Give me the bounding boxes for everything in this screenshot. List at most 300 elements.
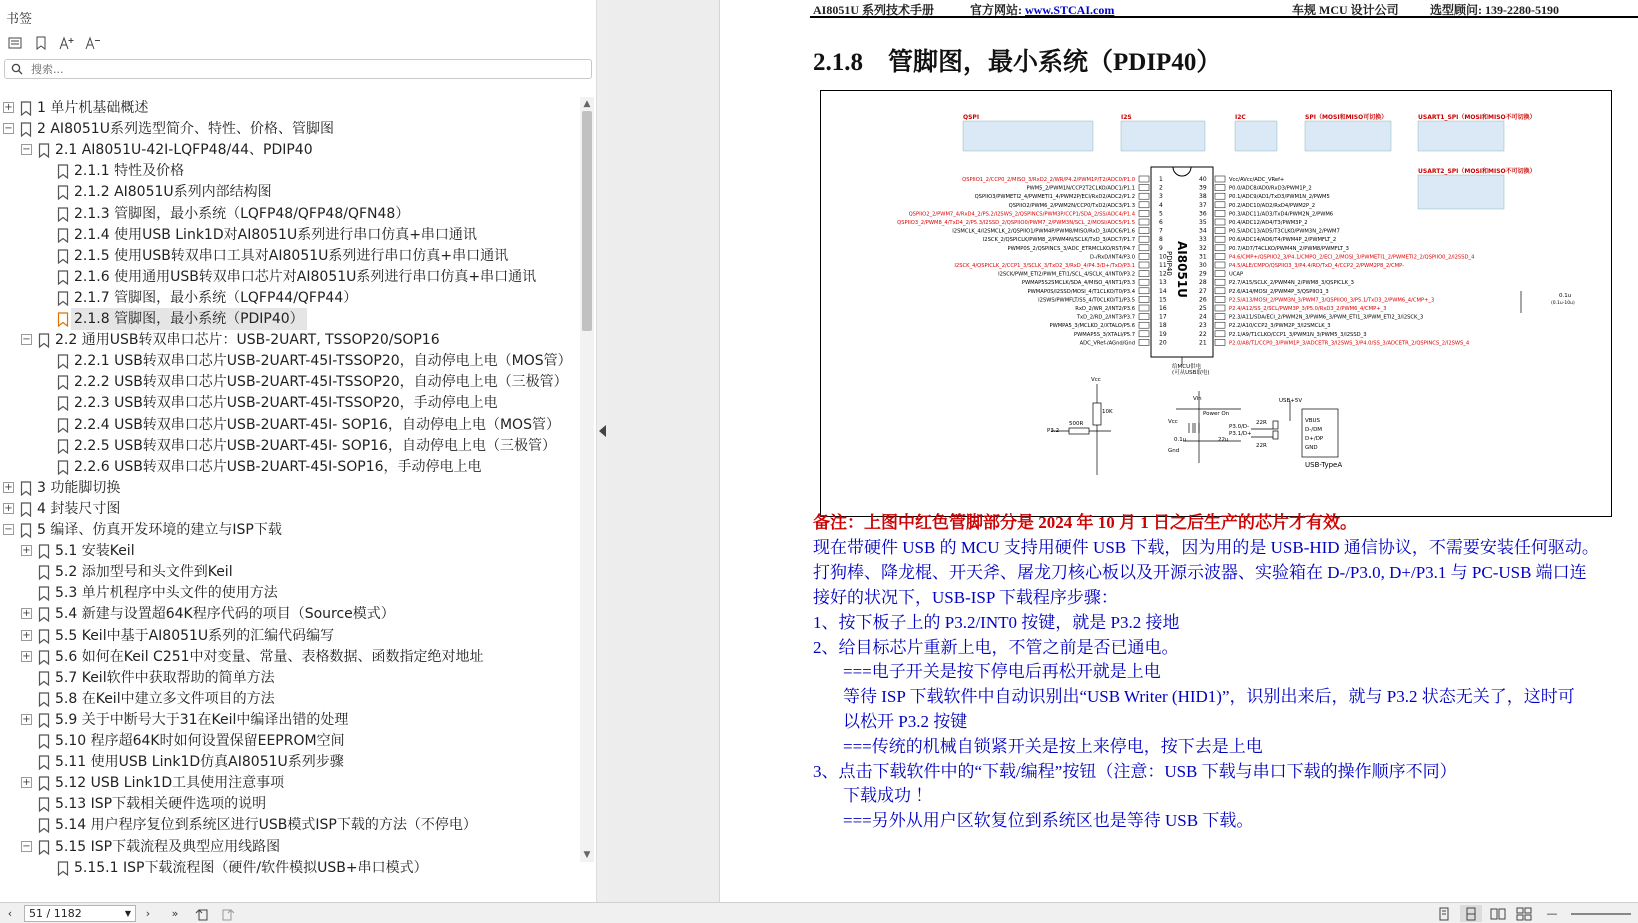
bookmark-label: 2.2.6 USB转双串口芯片USB-2UART-45I-SOP16，手动停电上电 <box>74 458 482 475</box>
bookmark-icon <box>57 460 69 475</box>
chip-name: AI8051U <box>1175 241 1189 298</box>
bookmark-item[interactable] <box>0 498 600 520</box>
pin-pad <box>1215 202 1225 208</box>
usb-pin-gnd: GND <box>1305 445 1318 451</box>
bookmark-icon <box>20 122 32 137</box>
right-pin-label: P0.1/ADC9/AD1/TxD3/PWM1N_2/PWM5 <box>1229 194 1330 201</box>
expand-icon[interactable]: + <box>4 481 13 493</box>
right-pin-label: P2.7/A15/SCLK_2/PWM4N_2/PWM8_3/QSPICLK_3 <box>1229 280 1354 287</box>
bookmark-item[interactable] <box>0 688 600 710</box>
text-step-2-note-a: ===电子开关是按下停电后再松开就是上电 <box>843 662 1161 681</box>
header-site-label <box>970 1 1114 18</box>
font-larger-icon[interactable] <box>58 34 76 52</box>
pin-pad <box>1139 245 1149 251</box>
header-site-link[interactable]: www.STCAI.com <box>1025 3 1115 17</box>
pin-pad <box>1139 202 1149 208</box>
page-header <box>810 0 1638 18</box>
collapse-panel-icon[interactable] <box>599 425 606 437</box>
collapse-icon[interactable]: − <box>22 144 31 156</box>
pin-number: 36 <box>1199 210 1207 218</box>
pin-pad <box>1215 245 1225 251</box>
pin-number: 20 <box>1159 339 1167 347</box>
right-pin-label: P2.6/A14/MOSI_2/PWM4P_3/QSPIIO1_3 <box>1229 288 1329 295</box>
document-page <box>721 0 1638 902</box>
left-pin-label: PWMAP0S/I2SSD/MOSI_4/T1CLKO/T0/P3.4 <box>1027 288 1135 295</box>
bookmark-label: 2.1.3 管脚图，最小系统（LQFP48/QFP48/QFN48） <box>74 205 410 222</box>
bookmark-item[interactable] <box>0 392 600 414</box>
label-power-on: Power On <box>1203 411 1230 417</box>
right-pin-label: P0.6/ADC14/AD6/T4/PWM4P_2/PWMFLT_2 <box>1229 237 1337 244</box>
pin-pad <box>1215 176 1225 182</box>
bookmark-item[interactable] <box>0 519 600 541</box>
pin-number: 30 <box>1199 262 1207 269</box>
pin-pad <box>1139 296 1149 302</box>
bookmark-label: 5.3 单片机程序中头文件的使用方法 <box>55 585 278 602</box>
bookmark-item[interactable] <box>0 245 600 267</box>
collapse-icon[interactable]: − <box>4 524 13 535</box>
pin-number: 11 <box>1159 262 1167 269</box>
pin-number: 22 <box>1199 330 1207 338</box>
bookmark-label: 2.1.1 特性及价格 <box>74 163 185 180</box>
right-pin-label: P0.0/ADC8/AD0/RxD3/PWM1P_2 <box>1229 185 1312 192</box>
bookmark-label: 2.1.5 使用USB转双串口工具对AI8051U系列进行串口仿真+串口通讯 <box>74 247 509 264</box>
bookmark-item[interactable] <box>0 793 600 815</box>
bookmark-item[interactable] <box>0 414 600 436</box>
two-page-view-icon[interactable] <box>1488 905 1508 922</box>
bookmark-icon <box>38 143 50 158</box>
right-pin-label: P2.2/A10/CCP2_3/PWM2P_3/I2SMCLK_3 <box>1229 323 1331 330</box>
pin-number: 17 <box>1159 313 1167 321</box>
mcu-power-note: 给MCU供电 <box>1172 364 1202 370</box>
pin-number: 27 <box>1199 287 1207 295</box>
pin-number: 32 <box>1199 244 1207 252</box>
bookmark-label: 5.12 USB Link1D工具使用注意事项 <box>55 775 285 792</box>
pin-number: 7 <box>1159 227 1163 235</box>
text-line-3: 接好的状况下，USB-ISP 下载程序步骤： <box>813 588 1118 607</box>
table-title-i2c: I2C <box>1235 114 1246 121</box>
expand-icon[interactable]: + <box>4 102 13 113</box>
bookmark-icon <box>38 797 50 812</box>
text-line-2: 打狗棒、降龙棍、开天斧、屠龙刀核心板以及开源示波器、实验箱在 D-/P3.0, D+/P3.1 与 PC-USB 端口连 <box>813 563 1587 582</box>
table-i2s <box>1121 121 1205 151</box>
right-pin-label: P2.5/A13/MOSI_2/PWM3N_3/PWM7_3/QSPIIO0_3/P5.1/TxD3_2/PWM6_4/CMP+_3 <box>1229 297 1435 304</box>
zoom-slider-track[interactable] <box>1571 913 1631 915</box>
bookmark-item[interactable] <box>0 709 600 731</box>
text-step-3-result: 下载成功 ！ <box>843 786 933 805</box>
note-red-pins: 备注：上图中红色管脚部分是 2024 年 10 月 1 日之后生产的芯片才有效。 <box>813 513 1357 532</box>
pin-number: 5 <box>1159 210 1163 218</box>
bookmark-label: 5.8 在Keil中建立多文件项目的方法 <box>55 690 275 707</box>
text-line-1: 现在带硬件 USB 的 MCU 支持用硬件 USB 下载，因为用的是 USB-HID 通信协议，不需要安装任何驱动。 <box>813 538 1599 557</box>
bookmark-icon <box>57 418 69 433</box>
pin-number: 1 <box>1159 176 1163 183</box>
pinout-diagram-svg <box>821 91 1613 518</box>
pin-number: 19 <box>1159 330 1167 338</box>
bookmark-label: 5.1 安装Keil <box>55 543 135 560</box>
pin-pad <box>1215 331 1225 337</box>
left-pin-label: ADC_VRef-/AGnd/Gnd <box>1079 340 1135 347</box>
usb-power-note: (可从USB取电) <box>1172 370 1210 376</box>
pin-number: 12 <box>1159 270 1167 278</box>
expand-icon[interactable]: + <box>22 713 31 725</box>
label-cap-right-range: (0.1u-10u) <box>1551 301 1575 306</box>
panel-splitter[interactable] <box>596 0 608 902</box>
right-pin-label: P2.0/A8/T1/CCP0_3/PWM1P_3/ADCETR_3/I2SWS_3/P4.0/SS_3/ADCETR_2/QSPINCS_2/I2SWS_4 <box>1229 340 1470 347</box>
label-usb-type: USB-TypeA <box>1305 461 1343 469</box>
bookmark-label: 5.9 关于中断号大于31在Keil中编译出错的处理 <box>55 711 349 728</box>
search-icon <box>11 60 23 79</box>
pin-number: 16 <box>1159 305 1167 312</box>
add-bookmark-icon[interactable] <box>32 34 50 52</box>
left-pin-label: I2SCK/PWM_ETI2/PWM_ETI1/SCL_4/SCLK_4/INT0/P3.2 <box>998 271 1135 278</box>
label-usb5v: USB+5V <box>1279 398 1303 404</box>
header-site-text: 官方网站: <box>970 3 1022 17</box>
pin-pad <box>1215 193 1225 199</box>
bookmark-label: 5.13 ISP下载相关硬件选项的说明 <box>55 796 267 813</box>
bookmark-icon <box>38 650 50 665</box>
bookmark-label: 2.1.6 使用通用USB转双串口芯片对AI8051U系列进行串口仿真+串口通讯 <box>74 268 537 285</box>
expand-icon[interactable]: + <box>4 502 13 514</box>
collapse-icon[interactable]: − <box>22 334 31 346</box>
label-cap-0.1u: 0.1u <box>1174 437 1187 443</box>
expand-icon[interactable]: + <box>22 629 31 641</box>
pin-number: 25 <box>1199 305 1207 312</box>
table-spi <box>1305 121 1391 151</box>
text-step-2-note-b: 等待 ISP 下载软件中自动识别出“USB Writer (HID1)”，识别出来后，就与 P3.2 状态无关了，这时可 <box>843 687 1575 706</box>
section-title: 2.1.8 管脚图，最小系统（PDIP40） <box>813 49 1222 76</box>
left-pin-label: QSPIIO3_2/PWM8_4/TxD4_2/P5.3/I2SSD_2/QSPIIO0/PWM7_2/PWM3N/SCL_2/MOSI/ADC5/P1.5 <box>897 220 1135 226</box>
bookmark-label: 2.2.5 USB转双串口芯片USB-2UART-45I- SOP16，自动停电上电（三极管） <box>74 437 556 454</box>
right-pin-label: P0.5/ADC13/AD5/T3CLKO/PWM3N_2/PWM7 <box>1229 228 1340 235</box>
bookmark-icon <box>57 207 69 222</box>
back-view-icon[interactable] <box>192 905 212 922</box>
search-placeholder: 搜索... <box>31 63 64 76</box>
pin-pad <box>1215 339 1225 345</box>
right-pin-label: P0.2/ADC10/AD2/RxD4/PWM2P_2 <box>1229 202 1316 209</box>
expand-icon[interactable]: + <box>22 777 31 789</box>
bookmark-icon <box>38 713 50 728</box>
bookmark-icon <box>57 312 69 327</box>
bookmark-item[interactable] <box>0 287 600 309</box>
bookmark-label: 5.5 Keil中基于AI8051U系列的汇编代码编写 <box>55 627 335 644</box>
left-pin-label: I2SCK_4/QSPICLK_2/CCP1_3/SCLK_3/TxD2_3/RxD_4/P4.3/D+/TxD/P3.1 <box>954 263 1135 269</box>
bookmark-label: 2.2 通用USB转双串口芯片：USB-2UART, TSSOP20/SOP16 <box>55 332 440 349</box>
pin-pad <box>1215 296 1225 302</box>
right-pin-label: P0.4/ADC12/AD4/T3/PWM3P_2 <box>1229 220 1308 226</box>
left-pin-label: PWM5_2/PWM1N/CCP2T2CLKO/ADC1/P1.1 <box>1026 185 1135 192</box>
bookmark-label: 5 编译、仿真开发环境的建立与ISP下载 <box>37 522 282 538</box>
bookmark-item[interactable] <box>0 772 600 794</box>
bookmark-icon <box>57 291 69 306</box>
label-p31: P3.1/D+ <box>1229 431 1252 437</box>
pin-pad <box>1139 176 1149 182</box>
pin-pad <box>1139 271 1149 277</box>
text-step-2: 2、给目标芯片重新上电，不管之前是否已通电。 <box>813 638 1179 657</box>
bookmark-item[interactable] <box>0 224 600 246</box>
usb-pin-dp: D+/DP <box>1305 436 1324 442</box>
pin-number: 4 <box>1159 201 1163 209</box>
left-pin-label: QSPIIO2_2/PWM7_4/RxD4_2/PS.2/I2SWS_2/QSPINCS/PWM3P/CCP1/SDA_2/SS/ADC4/P1.4 <box>908 211 1135 218</box>
next-page-icon[interactable]: › <box>145 907 151 920</box>
table-usart2 <box>1418 175 1504 209</box>
bookmark-label: 2.1 AI8051U-42I-LQFP48/44、PDIP40 <box>55 142 313 159</box>
bookmark-item[interactable] <box>0 329 600 351</box>
left-pin-label: D-/RxD/INT4/P3.0 <box>1089 254 1135 261</box>
label-500r: 500R <box>1069 421 1084 427</box>
pin-pad <box>1139 210 1149 216</box>
bookmark-tree <box>0 97 600 897</box>
text-step-3-note: ===另外从用户区软复位到系统区也是等待 USB 下载。 <box>843 811 1254 830</box>
bookmark-icon <box>38 333 50 348</box>
pin-pad <box>1139 305 1149 311</box>
zoom-slider[interactable] <box>1566 905 1636 922</box>
bookmark-icon <box>38 840 50 855</box>
pin-pad <box>1215 288 1225 294</box>
bookmark-item[interactable] <box>0 456 600 478</box>
pin-number: 38 <box>1199 193 1207 201</box>
table-title-spi: SPI（MOSI和MISO可切换） <box>1305 114 1388 121</box>
pin-number: 6 <box>1159 219 1163 226</box>
right-pin-label: P0.3/ADC11/AD3/TxD4/PWM2N_2/PWM6 <box>1229 211 1334 218</box>
collapse-icon[interactable]: − <box>22 840 31 852</box>
bookmark-item[interactable] <box>0 836 600 858</box>
bookmark-icon <box>20 502 32 517</box>
bookmark-item[interactable] <box>0 646 600 668</box>
two-page-continuous-icon[interactable] <box>1514 905 1534 922</box>
pin-number: 13 <box>1159 279 1167 287</box>
bookmark-icon <box>38 734 50 749</box>
bookmark-item[interactable] <box>0 308 600 330</box>
scroll-down-icon[interactable]: ▼ <box>583 850 591 860</box>
left-pin-label: QSPIIO3/PWMETI2_4/PWMETI1_4/PWM2P/ECI/RxD2/ADC2/P1.2 <box>974 194 1135 201</box>
bookmark-icon <box>20 523 32 538</box>
last-page-icon[interactable]: » <box>171 907 179 920</box>
left-pin-label: QSPIIO1_2/CCP0_2/MISO_3/RxD2_2/WR/P4.2/PWM1P/T2/ADC0/P1.0 <box>962 177 1135 183</box>
table-qspi <box>963 121 1093 151</box>
right-pin-label: P2.3/A11/SDA/ECI_2/PWM2N_3/PWM6_3/PWM_ETI1_3/PWM_ETI2_3/I2SCK_3 <box>1229 314 1424 321</box>
pin-pad <box>1215 210 1225 216</box>
bookmark-item[interactable] <box>0 118 600 140</box>
pin-number: 8 <box>1159 236 1163 244</box>
bookmark-item[interactable] <box>0 350 600 372</box>
left-pin-label: PWMP0S_2/QSPINCS_3/ADC_ETRMCLKO/RST/P4.7 <box>1007 245 1135 252</box>
bookmark-icon <box>38 565 50 580</box>
expand-all-icon[interactable] <box>6 34 24 52</box>
bookmark-item[interactable] <box>0 477 600 499</box>
forward-view-icon[interactable] <box>218 905 238 922</box>
bookmark-item[interactable] <box>0 160 600 182</box>
pin-pad <box>1139 331 1149 337</box>
pin-number: 18 <box>1159 322 1167 330</box>
left-pin-label: PWMAP5S_3/XTALI/P5.7 <box>1074 331 1135 338</box>
usb-pin-vbus: VBUS <box>1305 418 1321 424</box>
bookmark-icon <box>38 818 50 833</box>
text-step-2-note-c: 以松开 P3.2 按键 <box>843 712 968 731</box>
pin-pad <box>1139 339 1149 345</box>
page-indicator: 51 / 1182 <box>29 907 82 920</box>
pin-pad <box>1215 236 1225 242</box>
bookmark-label: 1 单片机基础概述 <box>37 100 149 116</box>
bookmark-item[interactable] <box>0 751 600 773</box>
bookmark-icon <box>57 375 69 390</box>
pin-number: 28 <box>1199 279 1207 287</box>
pin-pad <box>1215 253 1225 259</box>
pin-number: 29 <box>1199 270 1207 278</box>
bookmark-item[interactable] <box>0 814 600 836</box>
text-step-3: 3、点击下载软件中的“下载/编程”按钮（注意：USB 下载与串口下载的操作顺序不同） <box>813 762 1457 781</box>
page-number-input[interactable] <box>24 905 136 922</box>
bookmark-label: 2.1.8 管脚图，最小系统（PDIP40） <box>71 308 307 330</box>
zoom-out-icon[interactable]: — <box>1546 907 1558 920</box>
bookmark-label: 5.7 Keil软件中获取帮助的简单方法 <box>55 669 275 686</box>
bookmark-item[interactable] <box>0 582 600 604</box>
pin-pad <box>1215 219 1225 225</box>
pin-number: 40 <box>1199 176 1207 183</box>
pin-number: 21 <box>1199 339 1207 347</box>
bookmark-label: 2.2.4 USB转双串口芯片USB-2UART-45I- SOP16，自动停电上电（MOS管） <box>74 416 560 433</box>
bookmark-item[interactable] <box>0 603 600 625</box>
bookmark-label: 5.2 添加型号和头文件到Keil <box>55 564 233 581</box>
header-contact: 选型顾问: 139-2280-5190 <box>1430 3 1559 17</box>
right-pin-label: P0.7/AD7/T4CLKO/PWM4N_2/PWM8/PWMFLT_3 <box>1229 245 1349 252</box>
label-p30: P3.0/D- <box>1229 424 1250 430</box>
left-pin-label: PWMPA5_3/MCLKO_2/XTALO/P5.6 <box>1049 323 1135 330</box>
usb-pin-dm: D-/DM <box>1305 427 1323 433</box>
bookmark-label: 4 封装尺寸图 <box>37 500 121 517</box>
right-pin-label: P2.1/A9/T1CLKO/CCP1_3/PWM1N_3/PWM5_3/I2SSD_3 <box>1229 331 1367 338</box>
text-step-1: 1、按下板子上的 P3.2/INT0 按键，就是 P3.2 接地 <box>813 613 1180 632</box>
bookmark-item[interactable] <box>0 97 600 119</box>
pin-pad <box>1215 185 1225 191</box>
bookmark-item[interactable] <box>0 203 600 225</box>
bookmark-icon <box>20 481 32 496</box>
pin-pad <box>1215 228 1225 234</box>
pin-pad <box>1139 253 1149 259</box>
panel-title: 书签 <box>6 12 33 27</box>
bookmark-item[interactable] <box>0 625 600 647</box>
pin-pad <box>1139 193 1149 199</box>
bookmark-item[interactable] <box>0 540 600 562</box>
continuous-view-icon[interactable] <box>1460 905 1482 922</box>
expand-icon[interactable]: + <box>22 650 31 662</box>
pin-number: 15 <box>1159 296 1167 304</box>
pin-number: 14 <box>1159 287 1167 295</box>
table-title-i2s: I2S <box>1121 114 1132 121</box>
right-pin-label: UCAP <box>1229 271 1244 278</box>
bookmark-label: 2 AI8051U系列选型简介、特性、价格、管脚图 <box>37 121 334 138</box>
bookmark-icon <box>57 354 69 369</box>
pin-pad <box>1215 314 1225 320</box>
bookmark-icon <box>38 692 50 707</box>
left-pin-label: RxD_2/WR_2/INT2/P3.6 <box>1075 306 1135 312</box>
bookmark-item[interactable] <box>0 371 600 393</box>
left-pin-label: QSPIIO2/PWM6_2/PWM2N/CCP0/TxD2/ADC3/P1.3 <box>1008 202 1135 209</box>
table-title-usart2: USART2_SPI（MOSI和MISO不可切换） <box>1418 168 1536 175</box>
pin-pad <box>1139 236 1149 242</box>
font-smaller-icon[interactable] <box>84 34 102 52</box>
bookmark-item[interactable] <box>0 139 600 161</box>
bookmark-label: 2.2.3 USB转双串口芯片USB-2UART-45I-TSSOP20，手动停电上电 <box>74 395 498 412</box>
label-vin: Vin <box>1193 396 1202 402</box>
bookmark-label: 5.6 如何在Keil C251中对变量、常量、表格数据、函数指定绝对地址 <box>55 648 484 665</box>
label-vcc: Vcc <box>1168 419 1178 425</box>
bookmark-icon <box>57 439 69 454</box>
expand-icon[interactable]: + <box>22 608 31 620</box>
pin-pad <box>1139 279 1149 285</box>
pin-pad <box>1215 271 1225 277</box>
table-title-usart1: USART1_SPI（MOSI和MISO不可切换） <box>1418 114 1536 121</box>
bookmark-item[interactable] <box>0 667 600 689</box>
bookmark-label: 2.2.1 USB转双串口芯片USB-2UART-45I-TSSOP20，自动停电上电（MOS管） <box>74 353 572 370</box>
label-gnd: Gnd <box>1168 448 1180 454</box>
bookmark-icon <box>57 861 69 876</box>
bookmark-icon <box>57 228 69 243</box>
page-dropdown-icon[interactable]: ▼ <box>124 909 131 918</box>
bookmark-label: 5.4 新建与设置超64K程序代码的项目（Source模式） <box>55 606 395 623</box>
label-10k: 10K <box>1102 409 1113 415</box>
label-22r-b: 22R <box>1256 443 1267 449</box>
bookmark-label: 5.14 用户程序复位到系统区进行USB模式ISP下载的方法（不停电） <box>55 817 477 834</box>
status-bar <box>0 902 1638 923</box>
bookmark-item[interactable] <box>0 857 600 879</box>
pin-number: 35 <box>1199 219 1207 226</box>
bookmark-search-input[interactable] <box>4 59 592 79</box>
bookmark-icon <box>38 671 50 686</box>
scroll-up-icon[interactable]: ▲ <box>583 99 591 109</box>
bookmark-scrollbar[interactable] <box>580 97 594 862</box>
single-page-view-icon[interactable] <box>1434 905 1454 922</box>
pin-number: 23 <box>1199 322 1207 330</box>
bookmark-item[interactable] <box>0 730 600 752</box>
collapse-icon[interactable]: − <box>4 123 13 135</box>
right-pin-label: P4.6/CMP+/QSPIIO2_3/P4.1/CMPO_2/ECI_2/MOSI_3/PWMETI1_2/PWMETI2_2/QSPIIO0_2/I2SSD_4 <box>1229 254 1475 261</box>
bookmark-icon <box>38 544 50 559</box>
bookmark-icon <box>38 607 50 622</box>
expand-icon[interactable]: + <box>22 545 31 557</box>
pin-number: 37 <box>1199 201 1207 209</box>
bookmark-item[interactable] <box>0 181 600 203</box>
right-pin-label: Vcc/AVcc/ADC_VRef+ <box>1229 177 1285 183</box>
bookmark-item[interactable] <box>0 561 600 583</box>
pin-number: 34 <box>1199 227 1207 235</box>
label-cap-22u: 22u <box>1218 437 1229 443</box>
left-pin-label: I2SWS/PWMFLT/SS_4/T0CLKO/T1/P3.5 <box>1038 297 1135 304</box>
pin-number: 33 <box>1199 236 1207 244</box>
pin-pad <box>1139 322 1149 328</box>
right-pin-label: P2.4/A12/SS_2/SCL/PWM3P_3/P5.0/RxD3_2/PWM6_4/CMP+_3 <box>1229 306 1387 312</box>
scrollbar-thumb[interactable] <box>582 111 592 331</box>
pin-pad <box>1139 185 1149 191</box>
bookmark-icon <box>57 164 69 179</box>
right-pin-label: P4.5/ALE/CMPO/QSPIIO3_3/P4.4/RD/TxD_4/CCP2_2/PWM2P8_2/CMP- <box>1229 263 1404 269</box>
bookmark-label: 2.1.7 管脚图，最小系统（LQFP44/QFP44） <box>74 289 358 306</box>
table-title-qspi: QSPI <box>963 114 980 121</box>
left-pin-label: TxD_2/RD_2/INT3/P3.7 <box>1076 314 1135 321</box>
bookmark-label: 3 功能脚切换 <box>37 479 121 496</box>
left-pin-label: I2SCK_2/QSPICLK/PWM8_2/PWM4N/SCLK/TxD_3/ADC7/P1.7 <box>982 237 1135 244</box>
bookmark-icon <box>20 101 32 116</box>
bookmark-icon <box>38 586 50 601</box>
bookmark-item[interactable] <box>0 435 600 457</box>
pin-number: 26 <box>1199 296 1207 304</box>
bookmark-item[interactable] <box>0 266 600 288</box>
bookmark-label: 2.1.4 使用USB Link1D对AI8051U系列进行串口仿真+串口通讯 <box>74 226 477 243</box>
prev-page-icon[interactable]: ‹ <box>7 907 13 920</box>
label-p32: P3.2 <box>1047 428 1060 434</box>
header-company: 车规 MCU 设计公司 <box>1292 3 1399 17</box>
pin-number: 2 <box>1159 184 1163 192</box>
pin-pad <box>1139 228 1149 234</box>
